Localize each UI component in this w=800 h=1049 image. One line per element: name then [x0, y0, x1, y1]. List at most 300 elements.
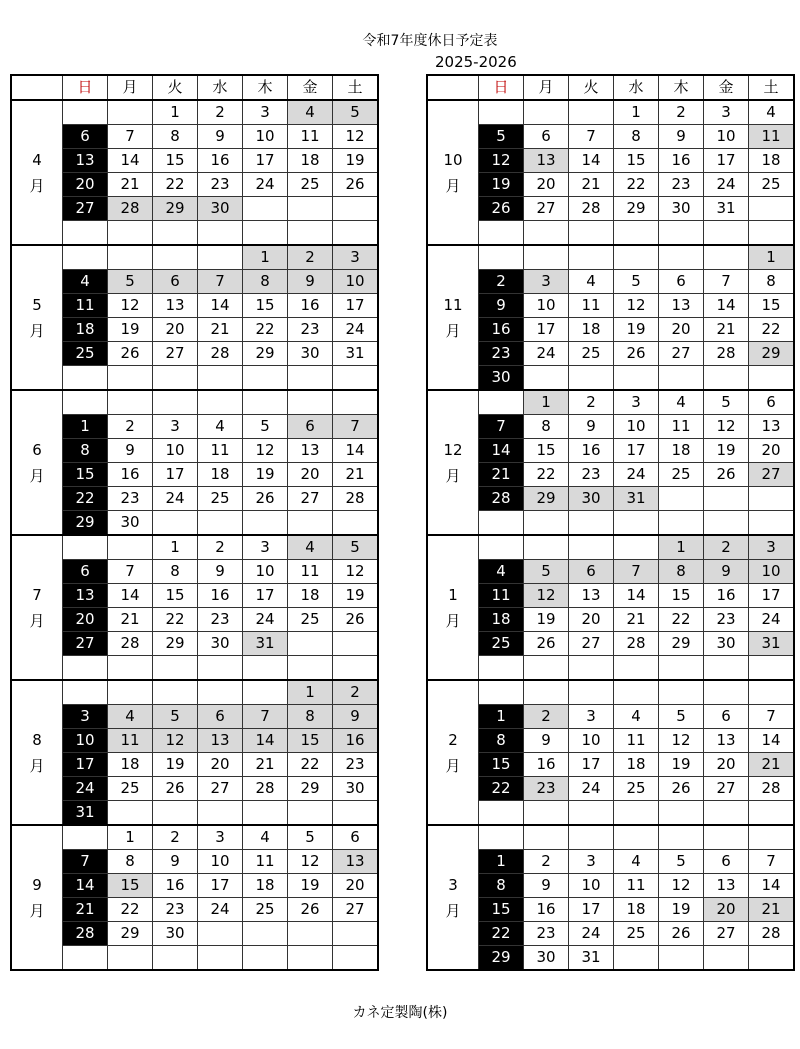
day-cell: 1	[153, 535, 198, 560]
header-corner	[427, 75, 479, 100]
day-cell: 11	[659, 415, 704, 439]
day-cell: 20	[749, 439, 795, 463]
empty-cell	[243, 221, 288, 246]
fiscal-years: 2025-2026	[435, 53, 517, 71]
holiday-cell: 16	[333, 729, 379, 753]
day-cell: 14	[333, 439, 379, 463]
holiday-cell: 9	[288, 270, 333, 294]
empty-cell	[704, 221, 749, 246]
day-cell: 17	[333, 294, 379, 318]
empty-cell	[479, 656, 524, 681]
day-cell: 11	[614, 729, 659, 753]
empty-cell	[63, 825, 108, 850]
empty-cell	[198, 801, 243, 826]
holiday-cell: 7	[614, 560, 659, 584]
month-label	[427, 390, 479, 535]
holiday-cell: 21	[749, 753, 795, 777]
holiday-cell: 29	[524, 487, 569, 511]
sunday-cell: 29	[63, 511, 108, 536]
day-cell: 5	[243, 415, 288, 439]
day-cell: 11	[288, 560, 333, 584]
day-cell: 27	[153, 342, 198, 366]
day-cell: 10	[704, 125, 749, 149]
empty-cell	[704, 946, 749, 971]
day-cell: 12	[659, 729, 704, 753]
empty-cell	[63, 390, 108, 415]
day-cell: 7	[569, 125, 614, 149]
sunday-cell: 2	[479, 270, 524, 294]
day-cell: 24	[243, 608, 288, 632]
sunday-cell: 25	[479, 632, 524, 656]
empty-cell	[198, 656, 243, 681]
day-cell: 2	[108, 415, 153, 439]
empty-cell	[749, 680, 795, 705]
empty-cell	[108, 535, 153, 560]
week-row	[11, 270, 378, 294]
month-label-part: 月	[29, 176, 45, 195]
day-cell: 4	[749, 100, 795, 125]
empty-cell	[749, 221, 795, 246]
day-cell: 28	[108, 632, 153, 656]
week-row	[11, 656, 378, 681]
day-cell: 7	[108, 560, 153, 584]
weekday-header: 金	[704, 75, 749, 100]
week-row	[427, 705, 794, 729]
sunday-cell: 15	[479, 898, 524, 922]
week-row	[11, 149, 378, 173]
holiday-cell: 5	[108, 270, 153, 294]
month-label-part: 6	[32, 440, 42, 459]
month-label-part: 月	[445, 176, 461, 195]
day-cell: 19	[659, 898, 704, 922]
empty-cell	[704, 825, 749, 850]
week-row	[427, 874, 794, 898]
week-row	[427, 850, 794, 874]
empty-cell	[659, 801, 704, 826]
sunday-cell: 6	[63, 125, 108, 149]
day-cell: 4	[614, 850, 659, 874]
month-label-part: 月	[445, 321, 461, 340]
empty-cell	[108, 245, 153, 270]
day-cell: 14	[198, 294, 243, 318]
week-row	[11, 390, 378, 415]
sunday-cell: 17	[63, 753, 108, 777]
day-cell: 12	[614, 294, 659, 318]
week-row	[427, 825, 794, 850]
month-label	[11, 535, 63, 680]
day-cell: 14	[704, 294, 749, 318]
holiday-cell: 11	[108, 729, 153, 753]
empty-cell	[108, 656, 153, 681]
empty-cell	[108, 390, 153, 415]
empty-cell	[524, 656, 569, 681]
holiday-cell: 7	[333, 415, 379, 439]
month-label-part: 月	[445, 466, 461, 485]
week-row	[427, 656, 794, 681]
empty-cell	[198, 221, 243, 246]
holiday-cell: 4	[108, 705, 153, 729]
sunday-cell: 4	[479, 560, 524, 584]
day-cell: 28	[333, 487, 379, 511]
day-cell: 8	[524, 415, 569, 439]
day-cell: 23	[704, 608, 749, 632]
empty-cell	[108, 366, 153, 391]
empty-cell	[333, 390, 379, 415]
empty-cell	[63, 100, 108, 125]
day-cell: 13	[659, 294, 704, 318]
empty-cell	[333, 946, 379, 971]
month-label-part: 8	[32, 730, 42, 749]
week-row	[11, 197, 378, 221]
day-cell: 16	[198, 584, 243, 608]
day-cell: 30	[108, 511, 153, 536]
day-cell: 30	[333, 777, 379, 801]
day-cell: 6	[749, 390, 795, 415]
day-cell: 9	[524, 729, 569, 753]
week-row	[427, 680, 794, 705]
sunday-cell: 14	[479, 439, 524, 463]
week-row	[11, 294, 378, 318]
day-cell: 24	[524, 342, 569, 366]
month-label	[427, 245, 479, 390]
day-cell: 26	[614, 342, 659, 366]
sunday-cell: 15	[63, 463, 108, 487]
day-cell: 17	[243, 584, 288, 608]
day-cell: 28	[198, 342, 243, 366]
week-row	[11, 487, 378, 511]
day-cell: 3	[569, 850, 614, 874]
empty-cell	[749, 487, 795, 511]
day-cell: 25	[749, 173, 795, 197]
empty-cell	[333, 511, 379, 536]
empty-cell	[288, 946, 333, 971]
empty-cell	[749, 946, 795, 971]
holiday-cell: 1	[288, 680, 333, 705]
day-cell: 2	[153, 825, 198, 850]
day-cell: 15	[153, 149, 198, 173]
month-label	[427, 680, 479, 825]
sunday-cell: 14	[63, 874, 108, 898]
month-label	[427, 100, 479, 245]
day-cell: 18	[614, 898, 659, 922]
sunday-cell: 21	[63, 898, 108, 922]
empty-cell	[749, 197, 795, 221]
holiday-cell: 2	[288, 245, 333, 270]
day-cell: 9	[524, 874, 569, 898]
empty-cell	[569, 801, 614, 826]
day-cell: 29	[108, 922, 153, 946]
empty-cell	[614, 946, 659, 971]
week-row	[427, 608, 794, 632]
empty-cell	[614, 680, 659, 705]
empty-cell	[524, 366, 569, 391]
week-row	[427, 632, 794, 656]
day-cell: 26	[288, 898, 333, 922]
day-cell: 8	[614, 125, 659, 149]
day-cell: 19	[659, 753, 704, 777]
empty-cell	[198, 390, 243, 415]
sunday-cell: 18	[479, 608, 524, 632]
weekday-header: 日	[63, 75, 108, 100]
week-row	[11, 342, 378, 366]
sunday-cell: 29	[479, 946, 524, 971]
month-label-part: 3	[448, 875, 458, 894]
empty-cell	[479, 221, 524, 246]
holiday-cell: 14	[243, 729, 288, 753]
empty-cell	[243, 946, 288, 971]
week-row	[11, 632, 378, 656]
empty-cell	[524, 100, 569, 125]
weekday-header: 土	[749, 75, 795, 100]
week-row	[11, 729, 378, 753]
day-cell: 27	[659, 342, 704, 366]
empty-cell	[153, 680, 198, 705]
day-cell: 7	[749, 850, 795, 874]
week-row	[427, 270, 794, 294]
day-cell: 2	[659, 100, 704, 125]
empty-cell	[749, 366, 795, 391]
day-cell: 1	[153, 100, 198, 125]
sunday-cell: 22	[479, 922, 524, 946]
day-cell: 31	[333, 342, 379, 366]
sunday-cell: 12	[479, 149, 524, 173]
day-cell: 16	[108, 463, 153, 487]
week-row	[11, 825, 378, 850]
empty-cell	[479, 390, 524, 415]
empty-cell	[614, 366, 659, 391]
week-row	[11, 777, 378, 801]
sunday-cell: 8	[479, 729, 524, 753]
day-cell: 10	[243, 125, 288, 149]
empty-cell	[749, 656, 795, 681]
day-cell: 3	[198, 825, 243, 850]
empty-cell	[749, 801, 795, 826]
month-label	[11, 825, 63, 970]
day-cell: 22	[153, 608, 198, 632]
week-row	[427, 463, 794, 487]
empty-cell	[704, 656, 749, 681]
empty-cell	[333, 656, 379, 681]
holiday-cell: 8	[243, 270, 288, 294]
empty-cell	[569, 245, 614, 270]
empty-cell	[288, 366, 333, 391]
sunday-cell: 11	[63, 294, 108, 318]
holiday-cell: 1	[243, 245, 288, 270]
holiday-cell: 23	[524, 777, 569, 801]
week-row	[427, 801, 794, 826]
sunday-cell: 15	[479, 753, 524, 777]
empty-cell	[198, 366, 243, 391]
weekday-header: 木	[243, 75, 288, 100]
day-cell: 27	[288, 487, 333, 511]
week-row	[11, 608, 378, 632]
day-cell: 9	[569, 415, 614, 439]
day-cell: 6	[659, 270, 704, 294]
day-cell: 26	[333, 608, 379, 632]
day-cell: 28	[569, 197, 614, 221]
month-label-part: 月	[29, 756, 45, 775]
day-cell: 13	[704, 874, 749, 898]
day-cell: 3	[243, 535, 288, 560]
day-cell: 9	[659, 125, 704, 149]
sunday-cell: 7	[479, 415, 524, 439]
empty-cell	[198, 922, 243, 946]
sunday-cell: 13	[63, 584, 108, 608]
empty-cell	[333, 801, 379, 826]
holiday-cell: 4	[288, 100, 333, 125]
empty-cell	[108, 801, 153, 826]
empty-cell	[333, 366, 379, 391]
empty-cell	[198, 946, 243, 971]
empty-cell	[63, 366, 108, 391]
month-label-part: 9	[32, 875, 42, 894]
day-cell: 28	[614, 632, 659, 656]
day-cell: 12	[659, 874, 704, 898]
holiday-cell: 3	[524, 270, 569, 294]
month-label-part: 4	[32, 150, 42, 169]
day-cell: 27	[704, 922, 749, 946]
empty-cell	[524, 535, 569, 560]
day-cell: 18	[198, 463, 243, 487]
week-row	[427, 125, 794, 149]
day-cell: 18	[749, 149, 795, 173]
week-row	[11, 560, 378, 584]
sunday-cell: 21	[479, 463, 524, 487]
day-cell: 19	[153, 753, 198, 777]
month-label-part: 12	[443, 440, 463, 459]
day-cell: 30	[704, 632, 749, 656]
holiday-cell: 1	[524, 390, 569, 415]
day-cell: 24	[614, 463, 659, 487]
empty-cell	[108, 680, 153, 705]
day-cell: 23	[333, 753, 379, 777]
holiday-cell: 28	[108, 197, 153, 221]
month-label-part: 1	[448, 585, 458, 604]
day-cell: 10	[569, 729, 614, 753]
holiday-cell: 9	[333, 705, 379, 729]
day-cell: 2	[524, 850, 569, 874]
day-cell: 23	[198, 173, 243, 197]
day-cell: 22	[108, 898, 153, 922]
weekday-header: 土	[333, 75, 379, 100]
day-cell: 26	[659, 777, 704, 801]
day-cell: 18	[288, 149, 333, 173]
day-cell: 12	[333, 125, 379, 149]
day-cell: 13	[704, 729, 749, 753]
holiday-cell: 27	[749, 463, 795, 487]
day-cell: 24	[153, 487, 198, 511]
week-row	[11, 946, 378, 971]
day-cell: 22	[288, 753, 333, 777]
holiday-cell: 1	[659, 535, 704, 560]
day-cell: 27	[198, 777, 243, 801]
holiday-cell: 2	[704, 535, 749, 560]
week-row	[11, 173, 378, 197]
sunday-cell: 20	[63, 173, 108, 197]
month-label	[427, 825, 479, 970]
empty-cell	[63, 656, 108, 681]
day-cell: 10	[243, 560, 288, 584]
empty-cell	[153, 221, 198, 246]
empty-cell	[479, 100, 524, 125]
empty-cell	[524, 825, 569, 850]
holiday-cell: 31	[614, 487, 659, 511]
empty-cell	[333, 922, 379, 946]
day-cell: 5	[704, 390, 749, 415]
empty-cell	[524, 245, 569, 270]
empty-cell	[704, 511, 749, 536]
day-cell: 18	[108, 753, 153, 777]
month-label-part: 10	[443, 150, 463, 169]
empty-cell	[479, 245, 524, 270]
month-label-part: 11	[443, 295, 463, 314]
day-cell: 29	[153, 632, 198, 656]
month-label	[11, 680, 63, 825]
weekday-header: 水	[198, 75, 243, 100]
empty-cell	[569, 100, 614, 125]
day-cell: 4	[569, 270, 614, 294]
holiday-cell: 8	[659, 560, 704, 584]
day-cell: 12	[108, 294, 153, 318]
empty-cell	[153, 390, 198, 415]
day-cell: 20	[704, 753, 749, 777]
day-cell: 17	[704, 149, 749, 173]
empty-cell	[108, 100, 153, 125]
week-row	[11, 366, 378, 391]
day-cell: 16	[524, 898, 569, 922]
month-label-part: 月	[29, 901, 45, 920]
empty-cell	[243, 511, 288, 536]
day-cell: 7	[749, 705, 795, 729]
day-cell: 21	[198, 318, 243, 342]
empty-cell	[243, 390, 288, 415]
header-corner	[11, 75, 63, 100]
day-cell: 29	[243, 342, 288, 366]
empty-cell	[569, 656, 614, 681]
day-cell: 11	[569, 294, 614, 318]
day-cell: 15	[524, 439, 569, 463]
empty-cell	[63, 221, 108, 246]
week-row	[427, 173, 794, 197]
sunday-cell: 27	[63, 632, 108, 656]
empty-cell	[63, 535, 108, 560]
day-cell: 16	[288, 294, 333, 318]
day-cell: 10	[153, 439, 198, 463]
day-cell: 21	[569, 173, 614, 197]
week-row	[11, 874, 378, 898]
holiday-cell: 6	[198, 705, 243, 729]
empty-cell	[243, 366, 288, 391]
day-cell: 14	[108, 149, 153, 173]
day-cell: 27	[333, 898, 379, 922]
holiday-cell: 5	[524, 560, 569, 584]
day-cell: 23	[153, 898, 198, 922]
day-cell: 15	[659, 584, 704, 608]
holiday-cell: 7	[243, 705, 288, 729]
day-cell: 29	[659, 632, 704, 656]
holiday-cell: 10	[749, 560, 795, 584]
empty-cell	[659, 366, 704, 391]
empty-cell	[479, 511, 524, 536]
day-cell: 4	[659, 390, 704, 415]
month-label-part: 月	[445, 611, 461, 630]
day-cell: 15	[749, 294, 795, 318]
day-cell: 1	[614, 100, 659, 125]
week-row	[427, 946, 794, 971]
day-cell: 13	[153, 294, 198, 318]
month-label	[11, 100, 63, 245]
day-cell: 30	[288, 342, 333, 366]
